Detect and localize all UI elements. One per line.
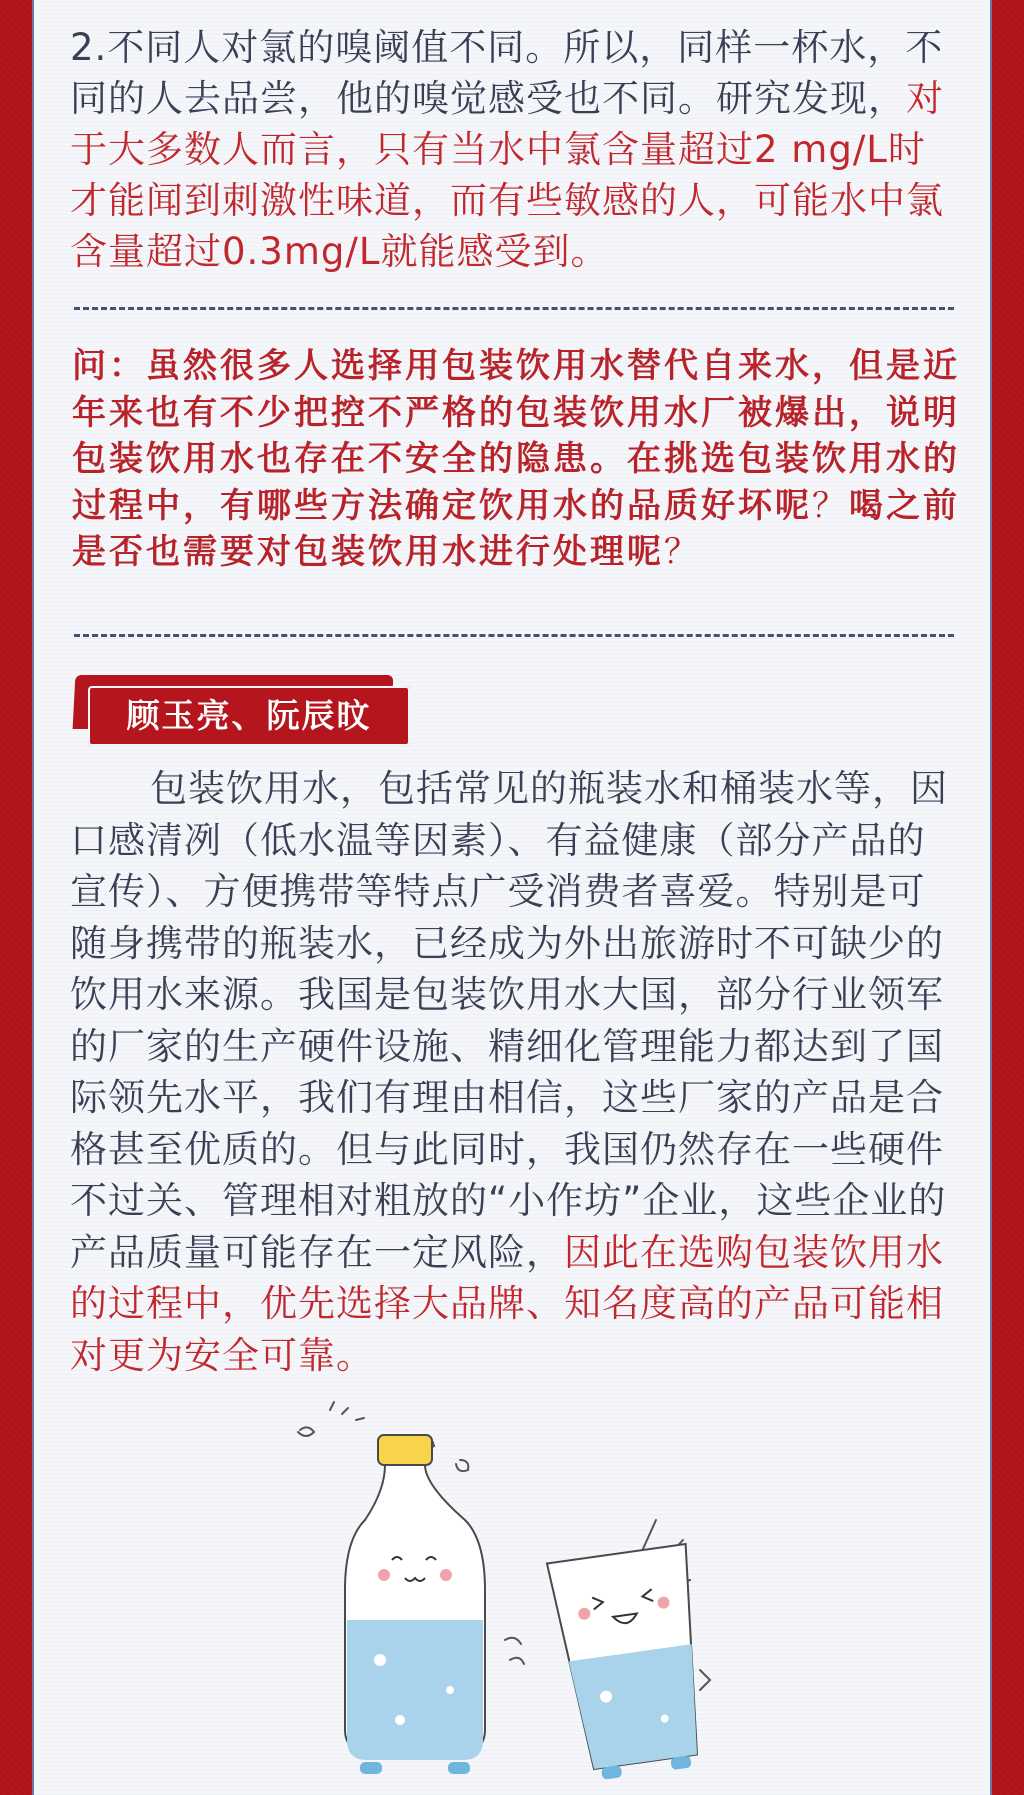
- bottle-character-left: [345, 1435, 485, 1774]
- divider-top: [74, 307, 954, 310]
- answer-highlight: 因此在选购包装饮用水的过程中，优先选择大品牌、知名度高的产品可能相对更为安全可靠。: [70, 1230, 944, 1377]
- question-mark-1: ？: [812, 485, 849, 526]
- question-block: [72, 343, 962, 576]
- spiral-mark: [298, 1427, 314, 1436]
- question-mark-2: ？: [664, 532, 701, 572]
- cup-character-right: [547, 1544, 717, 1780]
- question-text-b: 喝之前是否也需要对包装饮用水进行处理呢: [72, 485, 960, 572]
- answer-author-tab: 顾玉亮、阮辰旼: [88, 686, 410, 746]
- paragraph-chlorine: [70, 22, 960, 277]
- answer-paragraph: [70, 763, 960, 1381]
- question-text-a: 问：虽然很多人选择用包装饮用水替代自来水，但是近年来也有不少把控不严格的包装饮用水厂被爆出，说明包装饮用水也存在不安全的隐患。在挑选包装饮用水的过程中，有哪些方法确定饮用水的品质好坏呢: [72, 346, 960, 526]
- water-bottle-illustration: [260, 1400, 780, 1780]
- answer-text: 包装饮用水，包括常见的瓶装水和桶装水等，因口感清冽（低水温等因素）、有益健康（部分产品的宣传）、方便携带等特点广受消费者喜爱。特别是可随身携带的瓶装水，已经成为外出旅游时不可缺少的饮用水来源。我国是包装饮用水大国，部分行业领军的厂家的生产硬件设施、精细化管理能力都达到了国际领先水平，我们有理由相信，这些厂家的产品是合格甚至优质的。但与此同时，我国仍然存在一些硬件不过关、管理相对粗放的“小作坊”企业，这些企业的产品质量可能存在一定风险，: [70, 767, 948, 1274]
- divider-bottom: [74, 634, 954, 637]
- paragraph-chlorine-text: 2.不同人对氯的嗅阈值不同。所以，同样一杯水，不同的人去品尝，他的嗅觉感受也不同。研究发现，: [70, 26, 944, 120]
- paragraph-chlorine-highlight: 对于大多数人而言，只有当水中氯含量超过2 mg/L时才能闻到刺激性味道，而有些敏感的人，可能水中氯含量超过0.3mg/L就能感受到。: [70, 77, 944, 273]
